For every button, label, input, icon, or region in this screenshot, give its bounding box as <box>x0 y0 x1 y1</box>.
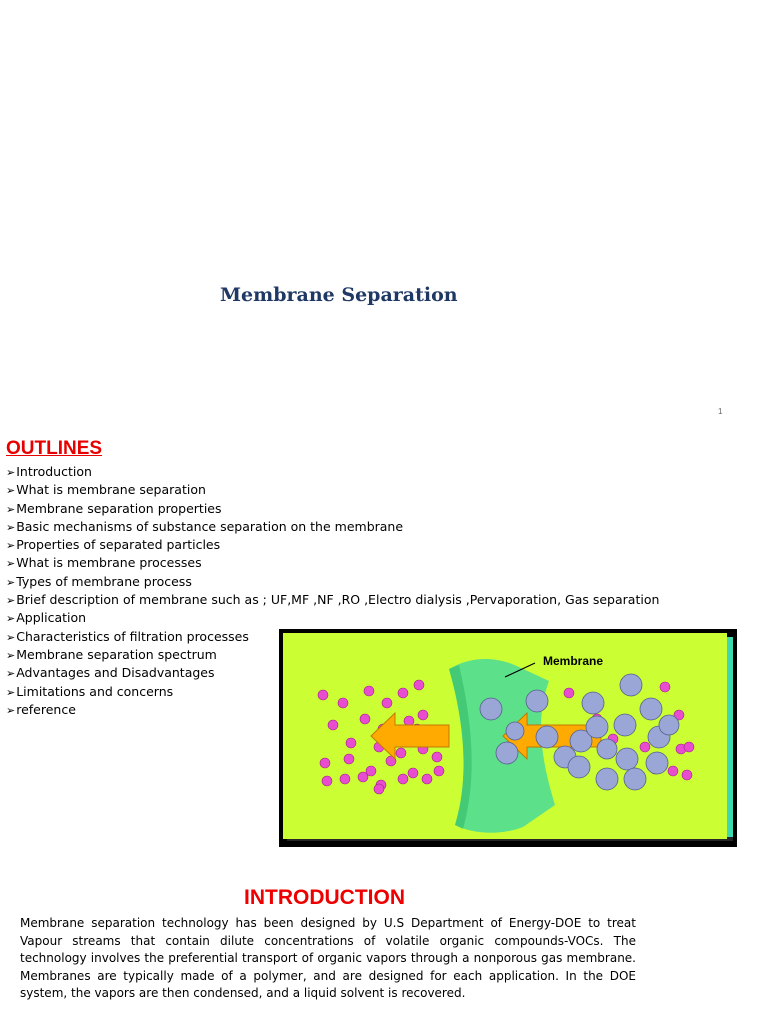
outline-item <box>6 463 659 481</box>
bullet-arrow-icon: ➢ <box>6 502 16 516</box>
outline-item-label: Limitations and concerns <box>16 683 174 699</box>
outline-item-label: Introduction <box>16 464 92 479</box>
small-particle <box>418 710 428 720</box>
membrane-figure <box>279 629 737 847</box>
bullet-arrow-icon: ➢ <box>6 466 16 479</box>
small-particle <box>338 698 348 708</box>
small-particle <box>398 774 408 784</box>
outline-item <box>6 609 659 627</box>
bullet-arrow-icon: ➢ <box>6 484 16 498</box>
outline-item <box>6 500 659 518</box>
small-particle <box>684 742 694 752</box>
outline-item-label: Application <box>16 610 87 626</box>
large-particle <box>624 768 646 790</box>
bullet-arrow-icon: ➢ <box>6 575 16 589</box>
small-particle <box>328 720 338 730</box>
small-particle <box>682 770 692 780</box>
small-particle <box>346 738 356 748</box>
small-particle <box>396 748 406 758</box>
outline-item <box>6 573 659 591</box>
small-particle <box>414 680 424 690</box>
small-particle <box>364 686 374 696</box>
large-particle <box>596 768 618 790</box>
small-particle <box>340 774 350 784</box>
small-particle <box>320 758 330 768</box>
large-particle <box>614 714 636 736</box>
large-particle <box>536 726 558 748</box>
small-particle <box>318 690 328 700</box>
small-particle <box>432 752 442 762</box>
small-particle <box>360 714 370 724</box>
large-particle <box>616 748 638 770</box>
outline-item-label: reference <box>16 701 76 717</box>
small-particle <box>344 754 354 764</box>
outline-item-label: Membrane separation properties <box>16 500 222 516</box>
bullet-arrow-icon: ➢ <box>6 703 16 717</box>
small-particle <box>434 766 444 776</box>
outline-item-label: Advantages and Disadvantages <box>16 665 215 681</box>
outline-item-label: Brief description of membrane such as ; UF,MF ,NF ,RO ,Electro dialysis ,Pervaporation, Gas separation <box>16 592 660 608</box>
introduction-heading: INTRODUCTION <box>244 886 405 909</box>
outline-item-label: Membrane separation spectrum <box>16 646 217 662</box>
outline-item-label: What is membrane processes <box>16 555 202 571</box>
large-particle <box>568 756 590 778</box>
large-particle <box>640 698 662 720</box>
small-particle <box>358 772 368 782</box>
small-particle <box>374 784 384 794</box>
bullet-arrow-icon: ➢ <box>6 594 16 608</box>
large-particle <box>620 674 642 696</box>
outline-item <box>6 591 659 609</box>
large-particle <box>646 752 668 774</box>
large-particle <box>496 742 518 764</box>
outline-item <box>6 518 659 536</box>
outlines-heading: OUTLINES <box>6 438 103 459</box>
bullet-arrow-icon: ➢ <box>6 612 16 626</box>
outline-item <box>6 481 659 499</box>
outline-item-label: Characteristics of filtration processes <box>16 628 249 644</box>
outline-item-label: Properties of separated particles <box>16 537 221 553</box>
large-particle <box>586 716 608 738</box>
bullet-arrow-icon: ➢ <box>6 539 16 553</box>
small-particle <box>660 682 670 692</box>
outline-item-label: Basic mechanisms of substance separation on the membrane <box>16 518 404 534</box>
slide-title: Membrane Separation <box>220 284 458 306</box>
outline-item-label: Types of membrane process <box>16 573 192 589</box>
membrane-diagram <box>279 629 737 847</box>
small-particle <box>398 688 408 698</box>
introduction-text: Membrane separation technology has been designed by U.S Department of Energy-DOE to treat Vapour streams that contain dilute concentrations of volatile organic compounds-VOCs. The technology involves the preferential transport of organic vapors through a nonporous gas membrane. Membranes are typically made of a polymer, and are designed for each application. In the DOE system, the vapors are then condensed, and a liquid solvent is recovered. <box>20 916 636 1000</box>
bullet-arrow-icon: ➢ <box>6 557 16 571</box>
bullet-arrow-icon: ➢ <box>6 685 16 699</box>
large-particle <box>506 722 524 740</box>
outline-item-label: What is membrane separation <box>16 482 206 498</box>
small-particle <box>668 766 678 776</box>
membrane-label: Membrane <box>543 654 604 668</box>
bullet-arrow-icon: ➢ <box>6 630 16 644</box>
large-particle <box>582 692 604 714</box>
small-particle <box>422 774 432 784</box>
bullet-arrow-icon: ➢ <box>6 648 16 662</box>
large-particle <box>526 690 548 712</box>
outline-item <box>6 536 659 554</box>
small-particle <box>322 776 332 786</box>
outline-item <box>6 554 659 572</box>
figure-right-strip <box>727 637 733 837</box>
large-particle <box>597 739 617 759</box>
small-particle <box>382 698 392 708</box>
bullet-arrow-icon: ➢ <box>6 667 16 681</box>
large-particle <box>659 715 679 735</box>
small-particle <box>640 742 650 752</box>
small-particle <box>408 768 418 778</box>
large-particle <box>480 698 502 720</box>
bullet-arrow-icon: ➢ <box>6 520 16 534</box>
small-particle <box>564 688 574 698</box>
page-number: 1 <box>718 407 723 416</box>
